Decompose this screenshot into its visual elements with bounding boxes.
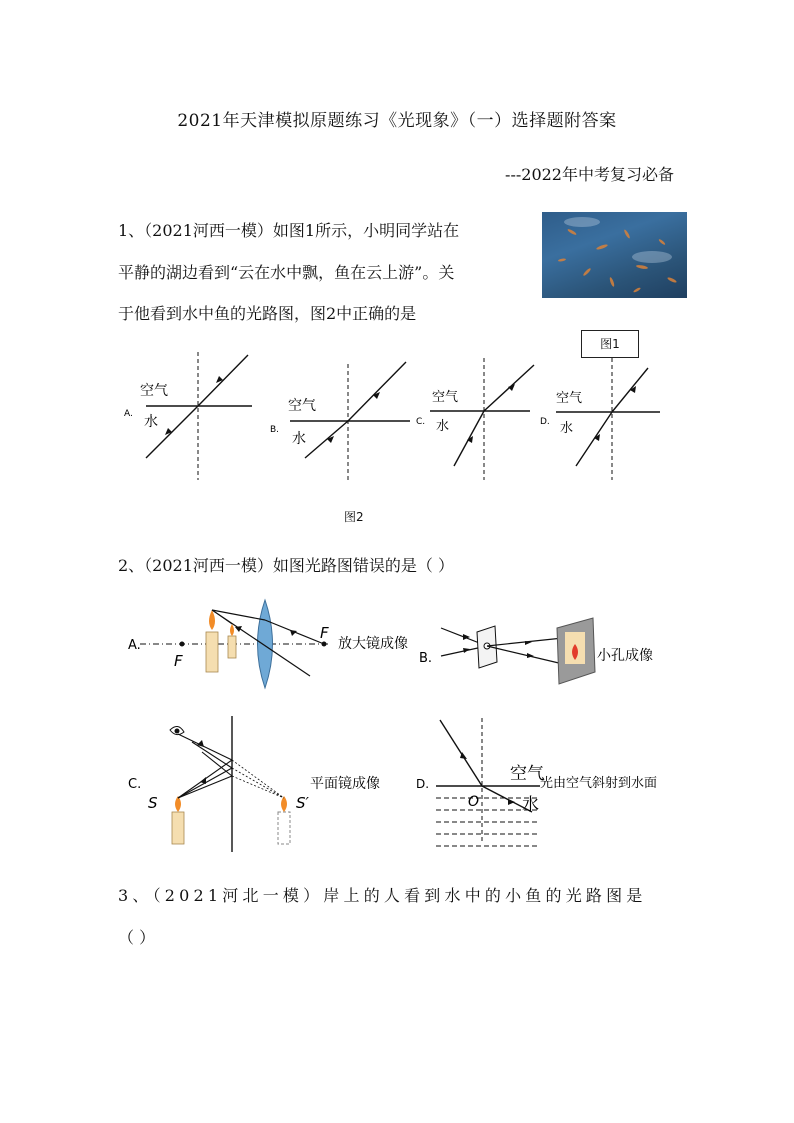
fish-photo-illustration bbox=[542, 212, 687, 298]
figure-2-label: 图2 bbox=[344, 510, 364, 524]
q2-b-caption: 小孔成像 bbox=[597, 648, 653, 664]
option-b-letter: B. bbox=[270, 425, 280, 435]
page-title: 2021年天津模拟原题练习《光现象》（一）选择题附答案 bbox=[177, 111, 617, 131]
option-d-water-label: 水 bbox=[560, 421, 574, 436]
q2-a-f-left: F bbox=[174, 652, 183, 670]
q2-a-f-right: F bbox=[320, 624, 329, 642]
q2-c-letter: C. bbox=[128, 777, 142, 792]
option-a-letter: A. bbox=[124, 409, 133, 419]
q2-d-air-label: 空气 bbox=[510, 764, 544, 784]
q2-c-s-prime-label: S′ bbox=[296, 794, 309, 812]
option-b-air-label: 空气 bbox=[288, 398, 316, 414]
option-d-air-label: 空气 bbox=[556, 391, 583, 406]
q3-line-2: （ ） bbox=[118, 928, 156, 947]
option-d-letter: D. bbox=[540, 417, 550, 427]
option-a-water-label: 水 bbox=[144, 414, 158, 430]
page-subtitle: ---2022年中考复习必备 bbox=[505, 165, 674, 184]
option-b-diagram bbox=[270, 362, 410, 480]
option-d-diagram bbox=[540, 358, 660, 480]
figure-1-label: 图1 bbox=[581, 330, 639, 358]
option-b-water-label: 水 bbox=[292, 431, 306, 447]
q2-d-o-label: O bbox=[468, 794, 480, 810]
q2-c-s-label: S bbox=[148, 794, 158, 812]
q2-c-caption: 平面镜成像 bbox=[310, 776, 380, 792]
q2-option-a-diagram bbox=[120, 596, 420, 696]
q2-option-b-diagram bbox=[415, 610, 685, 690]
option-c-air-label: 空气 bbox=[432, 390, 459, 405]
q2-option-c-diagram bbox=[120, 712, 420, 857]
q2-b-letter: B. bbox=[419, 651, 433, 666]
figure-2-diagrams bbox=[110, 340, 670, 490]
q2-d-caption: 光由空气斜射到水面 bbox=[540, 776, 658, 791]
q2-d-letter: D. bbox=[416, 777, 430, 791]
q1-line-1: 1、（2021河西一模）如图1所示，小明同学站在 bbox=[118, 221, 460, 240]
option-a-air-label: 空气 bbox=[140, 383, 168, 399]
q1-line-3: 于他看到水中鱼的光路图，图2中正确的是 bbox=[118, 304, 417, 323]
q1-line-2: 平静的湖边看到“云在水中飘，鱼在云上游”。关 bbox=[118, 263, 455, 282]
option-c-water-label: 水 bbox=[436, 419, 450, 434]
fish-lake-photo bbox=[542, 212, 687, 298]
q2-a-caption: 放大镜成像 bbox=[338, 636, 408, 652]
q2-option-d-diagram bbox=[412, 712, 672, 857]
q2-d-water-label: 水 bbox=[522, 795, 539, 815]
q2-line-1: 2、（2021河西一模）如图光路图错误的是（ ） bbox=[118, 556, 454, 575]
q2-a-letter: A. bbox=[128, 638, 141, 653]
q3-line-1: 3、（2021河北一模）岸上的人看到水中的小鱼的光路图是 bbox=[118, 886, 647, 905]
option-c-letter: C. bbox=[416, 417, 426, 427]
option-a-diagram bbox=[124, 352, 252, 480]
option-c-diagram bbox=[416, 358, 534, 480]
